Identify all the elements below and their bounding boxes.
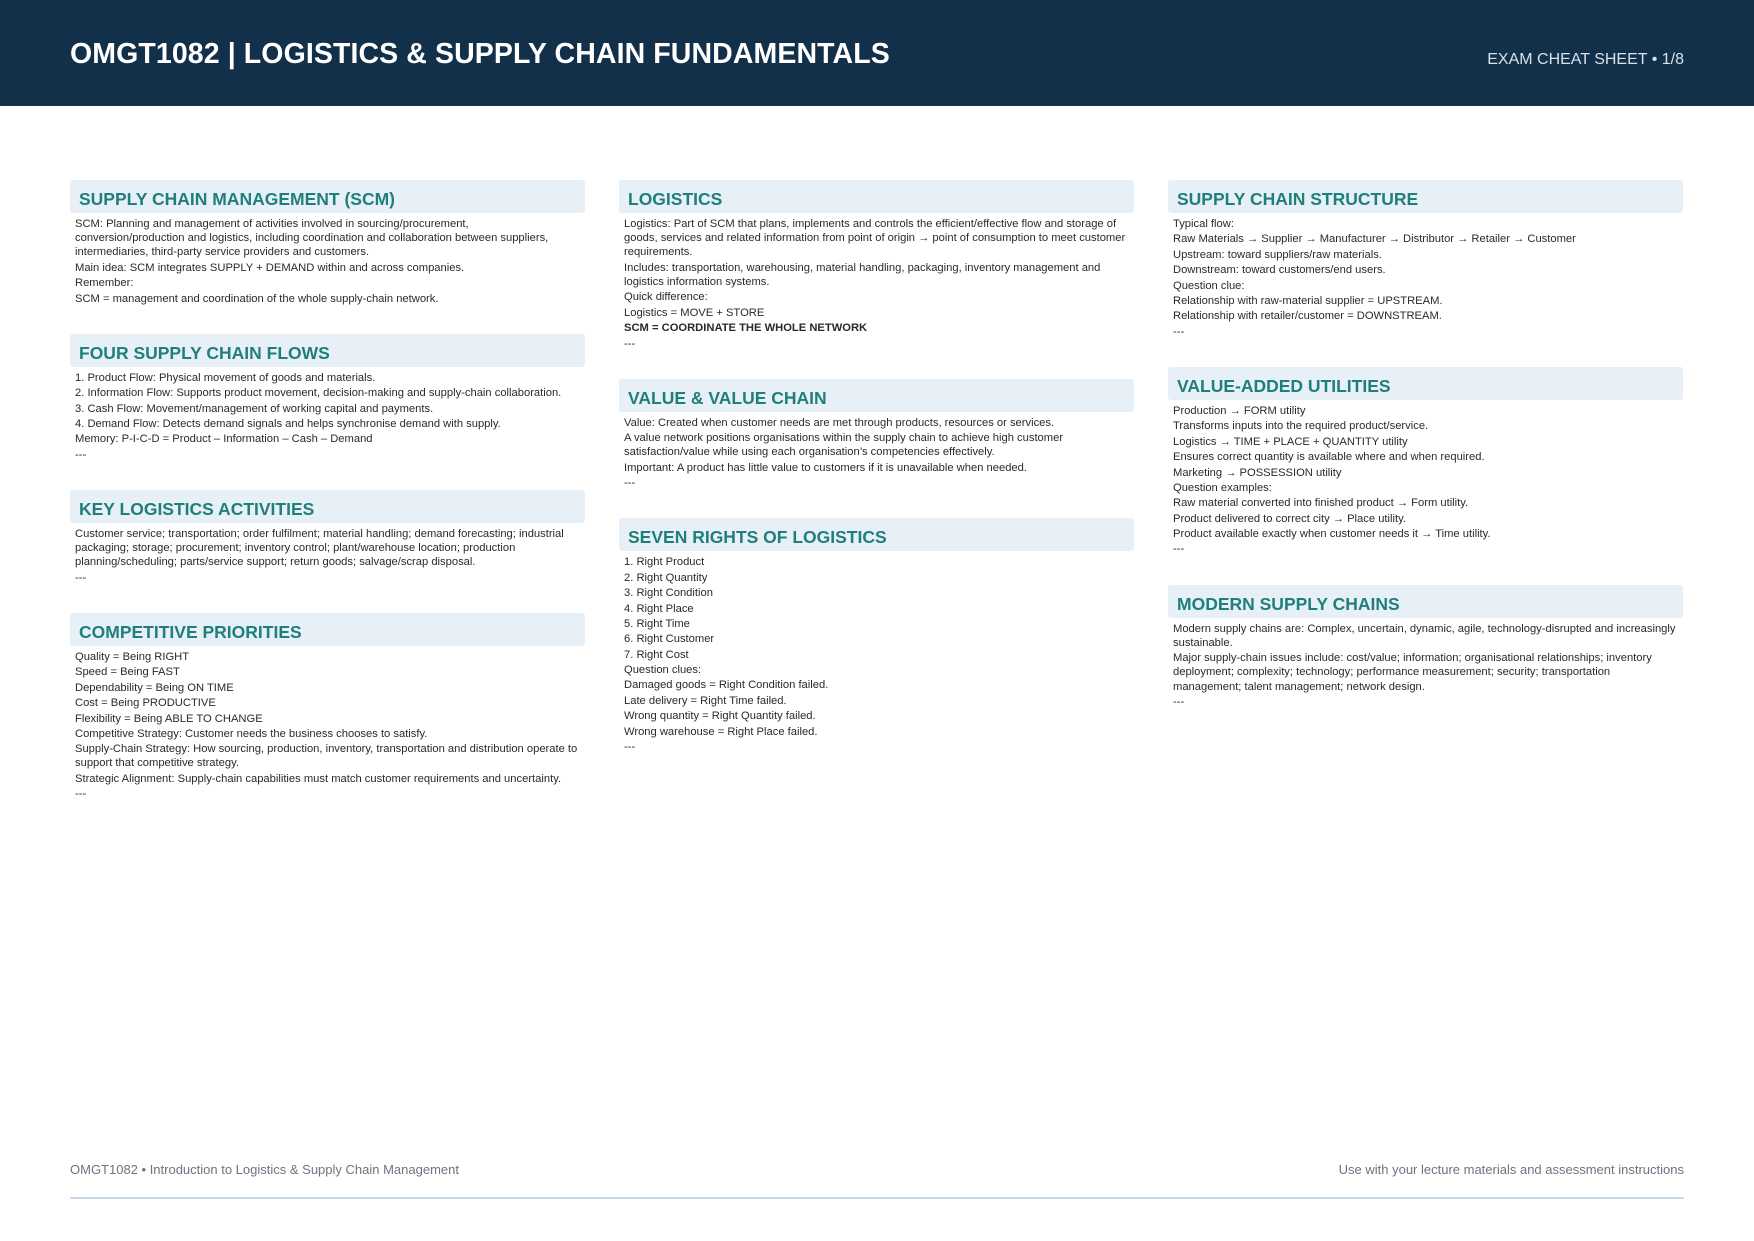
body-line: Major supply-chain issues include: cost/value; information; organisational relationships; inventory deployment; complexity; technology; performance measurement; security; transportation management; talent management; network design. bbox=[1173, 652, 1652, 693]
section bbox=[1168, 367, 1683, 557]
body-line: --- bbox=[1173, 543, 1185, 556]
body-line: 5. Right Time bbox=[624, 617, 690, 630]
body-line: Logistics: Part of SCM that plans, implements and controls the efficient/effective flow and storage of goods, services and related information from point of origin → point of consumption to meet customer requirements. bbox=[624, 218, 1126, 259]
section bbox=[619, 379, 1134, 491]
section-body bbox=[70, 367, 585, 462]
section-body bbox=[619, 213, 1134, 351]
body-line: A value network positions organisations within the supply chain to achieve high customer satisfaction/value while using each organisation’s competencies effectively. bbox=[624, 432, 1064, 459]
body-line: Production → FORM utility bbox=[1173, 404, 1306, 417]
section bbox=[619, 180, 1134, 351]
section bbox=[70, 334, 585, 462]
body-line: --- bbox=[1173, 696, 1185, 709]
body-line: --- bbox=[624, 741, 636, 754]
body-line: --- bbox=[624, 477, 636, 490]
section-body bbox=[70, 646, 585, 802]
body-line: Logistics → TIME + PLACE + QUANTITY utility bbox=[1173, 435, 1408, 448]
section-title: COMPETITIVE PRIORITIES bbox=[70, 613, 585, 646]
body-line: SCM: Planning and management of activities involved in sourcing/procurement, conversion/production and logistics, including coordination and collaboration between suppliers, intermediaries, third-party service providers and customers. bbox=[75, 218, 549, 259]
section-title: KEY LOGISTICS ACTIVITIES bbox=[70, 490, 585, 523]
section bbox=[619, 518, 1134, 754]
body-line: Question clue: bbox=[1173, 279, 1245, 292]
section-body bbox=[70, 213, 585, 306]
body-line: Cost = Being PRODUCTIVE bbox=[75, 697, 216, 710]
body-line: Strategic Alignment: Supply-chain capabilities must match customer requirements and uncertainty. bbox=[75, 772, 562, 785]
body-line: Remember: bbox=[75, 277, 134, 290]
body-line: 1. Right Product bbox=[624, 556, 705, 569]
section-body bbox=[1168, 213, 1683, 339]
body-line: Includes: transportation, warehousing, material handling, packaging, inventory management and logistics information systems. bbox=[624, 261, 1101, 288]
body-line: Question clues: bbox=[624, 664, 702, 677]
body-line: 4. Demand Flow: Detects demand signals and helps synchronise demand with supply. bbox=[75, 417, 501, 430]
body-line: 2. Information Flow: Supports product movement, decision-making and supply-chain collaboration. bbox=[75, 387, 562, 400]
footer-note: Use with your lecture materials and assessment instructions bbox=[1338, 1162, 1684, 1177]
body-line: Supply-Chain Strategy: How sourcing, production, inventory, transportation and distribution operate to support that competitive strategy. bbox=[75, 743, 578, 770]
section bbox=[70, 613, 585, 802]
body-line: Upstream: toward suppliers/raw materials. bbox=[1173, 248, 1382, 261]
section bbox=[70, 490, 585, 585]
body-line: Competitive Strategy: Customer needs the business chooses to satisfy. bbox=[75, 727, 428, 740]
body-line: 3. Cash Flow: Movement/management of working capital and payments. bbox=[75, 402, 434, 415]
body-line: --- bbox=[75, 448, 87, 461]
body-line: Transforms inputs into the required product/service. bbox=[1173, 420, 1429, 433]
body-line: Relationship with raw-material supplier = UPSTREAM. bbox=[1173, 294, 1443, 307]
body-line: Wrong quantity = Right Quantity failed. bbox=[624, 710, 816, 723]
body-line: 7. Right Cost bbox=[624, 648, 689, 661]
body-line: Flexibility = Being ABLE TO CHANGE bbox=[75, 712, 263, 725]
body-line: Raw material converted into finished product → Form utility. bbox=[1173, 497, 1469, 510]
page-title: OMGT1082 | LOGISTICS & SUPPLY CHAIN FUNDAMENTALS bbox=[70, 38, 890, 70]
section-body bbox=[1168, 618, 1683, 710]
body-line: Quality = Being RIGHT bbox=[75, 650, 190, 663]
body-line: 4. Right Place bbox=[624, 602, 694, 615]
header-bar bbox=[0, 0, 1754, 106]
body-line: Marketing → POSSESSION utility bbox=[1173, 466, 1342, 479]
section-title: SEVEN RIGHTS OF LOGISTICS bbox=[619, 518, 1134, 551]
section-title: SUPPLY CHAIN STRUCTURE bbox=[1168, 180, 1683, 213]
body-line: Modern supply chains are: Complex, uncertain, dynamic, agile, technology-disrupted and increasingly sustainable. bbox=[1173, 622, 1676, 649]
section-title: VALUE & VALUE CHAIN bbox=[619, 379, 1134, 412]
body-line: Typical flow: bbox=[1173, 218, 1234, 230]
body-line: --- bbox=[75, 571, 87, 584]
body-line: 2. Right Quantity bbox=[624, 571, 708, 584]
body-line: Dependability = Being ON TIME bbox=[75, 681, 234, 694]
body-line: Logistics = MOVE + STORE bbox=[624, 306, 765, 319]
body-line: --- bbox=[75, 788, 87, 801]
section-title: LOGISTICS bbox=[619, 180, 1134, 213]
body-line: --- bbox=[1173, 325, 1185, 338]
body-line: Question examples: bbox=[1173, 481, 1272, 494]
body-line: 3. Right Condition bbox=[624, 587, 713, 600]
section-title: FOUR SUPPLY CHAIN FLOWS bbox=[70, 334, 585, 367]
body-line: 1. Product Flow: Physical movement of goods and materials. bbox=[75, 371, 376, 384]
section-body bbox=[619, 551, 1134, 754]
footer-course: OMGT1082 • Introduction to Logistics & Supply Chain Management bbox=[70, 1162, 459, 1177]
section bbox=[1168, 585, 1683, 710]
section bbox=[1168, 180, 1683, 339]
body-line: SCM = management and coordination of the whole supply-chain network. bbox=[75, 292, 439, 305]
body-line: Late delivery = Right Time failed. bbox=[624, 694, 787, 707]
section bbox=[70, 180, 585, 306]
body-line: Important: A product has little value to customers if it is unavailable when needed. bbox=[624, 461, 1027, 474]
body-line: 6. Right Customer bbox=[624, 633, 715, 646]
body-line: Downstream: toward customers/end users. bbox=[1173, 264, 1386, 277]
body-line: Product delivered to correct city → Place utility. bbox=[1173, 512, 1406, 525]
body-line: Customer service; transportation; order fulfilment; material handling; demand forecasting; industrial packaging; storage; procurement; inventory control; plant/warehouse location; production planning/scheduling; parts/service support; return goods; salvage/scrap disposal. bbox=[75, 527, 564, 569]
body-line: Memory: P-I-C-D = Product – Information – Cash – Demand bbox=[75, 433, 373, 446]
body-line: Wrong warehouse = Right Place failed. bbox=[624, 725, 818, 738]
body-line: Speed = Being FAST bbox=[75, 666, 180, 679]
column-left bbox=[70, 180, 585, 829]
body-line: Damaged goods = Right Condition failed. bbox=[624, 679, 829, 692]
sheet-label: EXAM CHEAT SHEET • 1/8 bbox=[1487, 51, 1684, 68]
column-right bbox=[1168, 180, 1683, 737]
body-line: --- bbox=[624, 337, 636, 350]
section-body bbox=[619, 412, 1134, 491]
column-middle bbox=[619, 180, 1134, 782]
body-line: Main idea: SCM integrates SUPPLY + DEMAND within and across companies. bbox=[75, 261, 465, 274]
body-line: Raw Materials → Supplier → Manufacturer → Distributor → Retailer → Customer bbox=[1173, 233, 1576, 246]
section-body bbox=[70, 523, 585, 585]
body-line: Ensures correct quantity is available where and when required. bbox=[1173, 451, 1485, 464]
body-line: Value: Created when customer needs are met through products, resources or services. bbox=[624, 416, 1055, 429]
section-title: MODERN SUPPLY CHAINS bbox=[1168, 585, 1683, 618]
body-line: Quick difference: bbox=[624, 291, 708, 304]
section-title: VALUE-ADDED UTILITIES bbox=[1168, 367, 1683, 400]
body-line: SCM = COORDINATE THE WHOLE NETWORK bbox=[624, 322, 868, 335]
section-title: SUPPLY CHAIN MANAGEMENT (SCM) bbox=[70, 180, 585, 213]
footer-divider bbox=[70, 1197, 1684, 1199]
section-body bbox=[1168, 400, 1683, 557]
body-line: Product available exactly when customer needs it → Time utility. bbox=[1173, 528, 1491, 541]
body-line: Relationship with retailer/customer = DOWNSTREAM. bbox=[1173, 310, 1442, 323]
